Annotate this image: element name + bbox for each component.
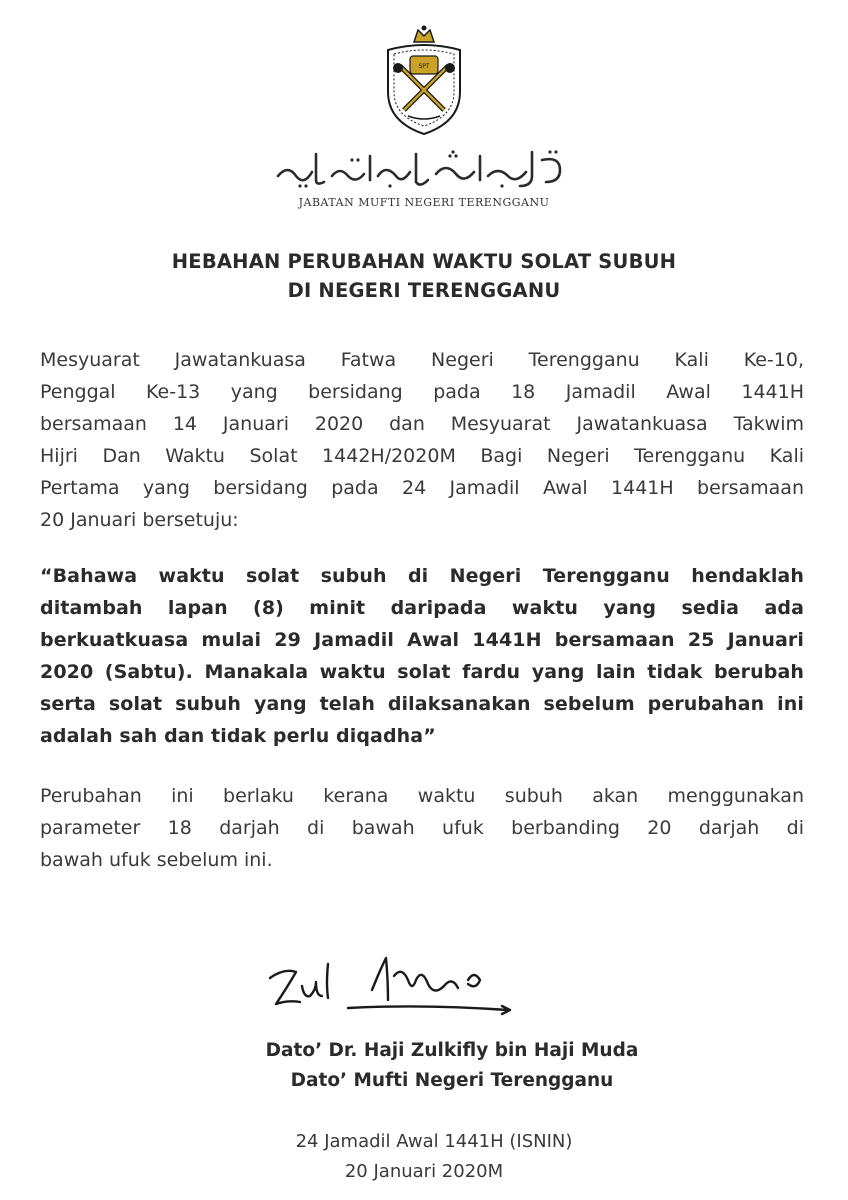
date-hijri: 24 Jamadil Awal 1441H (ISNIN): [295, 1131, 573, 1152]
jawi-wordmark: [270, 146, 570, 192]
text-line: berkuatkuasa mulai 29 Jamadil Awal 1441H bersamaan 25 Januari: [40, 629, 804, 651]
text-line: bawah ufuk sebelum ini.: [40, 849, 273, 871]
signatory-name: Dato’ Dr. Haji Zulkifly bin Haji Muda: [265, 1040, 639, 1061]
text-line: 2020 (Sabtu). Manakala waktu solat fardu yang lain tidak berubah: [40, 661, 804, 683]
text-line: Hijri Dan Waktu Solat 1442H/2020M Bagi Negeri Terengganu Kali: [40, 445, 804, 467]
text-line: serta solat subuh yang telah dilaksanakan sebelum perubahan ini: [40, 693, 804, 715]
department-name: JABATAN MUFTI NEGERI TERENGGANU: [298, 196, 550, 209]
date-gregorian: 20 Januari 2020M: [344, 1161, 504, 1182]
svg-text:SPT: SPT: [418, 63, 430, 70]
text-line: adalah sah dan tidak perlu diqadha”: [40, 725, 436, 747]
handwritten-signature: [262, 950, 542, 1030]
text-line: Perubahan ini berlaku kerana waktu subuh akan menggunakan: [40, 785, 804, 807]
text-line: bersamaan 14 Januari 2020 dan Mesyuarat Jawatankuasa Takwim: [40, 413, 804, 435]
text-line: Pertama yang bersidang pada 24 Jamadil Awal 1441H bersamaan: [40, 477, 804, 499]
document-title-line2: DI NEGERI TERENGGANU: [287, 279, 561, 302]
text-line: Mesyuarat Jawatankuasa Fatwa Negeri Terengganu Kali Ke-10,: [40, 349, 804, 371]
text-line: Penggal Ke-13 yang bersidang pada 18 Jamadil Awal 1441H: [40, 381, 804, 403]
terengganu-crest-icon: [374, 22, 474, 140]
paragraph-meeting: [40, 344, 804, 536]
text-line: parameter 18 darjah di bawah ufuk berbanding 20 darjah di: [40, 817, 804, 839]
paragraph-resolution: [40, 560, 804, 752]
document-title-line1: HEBAHAN PERUBAHAN WAKTU SOLAT SUBUH: [171, 250, 677, 273]
paragraph-reason: [40, 780, 804, 876]
text-line: ditambah lapan (8) minit daripada waktu yang sedia ada: [40, 597, 804, 619]
text-line: “Bahawa waktu solat subuh di Negeri Terengganu hendaklah: [40, 565, 804, 587]
signatory-title: Dato’ Mufti Negeri Terengganu: [290, 1070, 614, 1091]
text-line: 20 Januari bersetuju:: [40, 509, 239, 531]
